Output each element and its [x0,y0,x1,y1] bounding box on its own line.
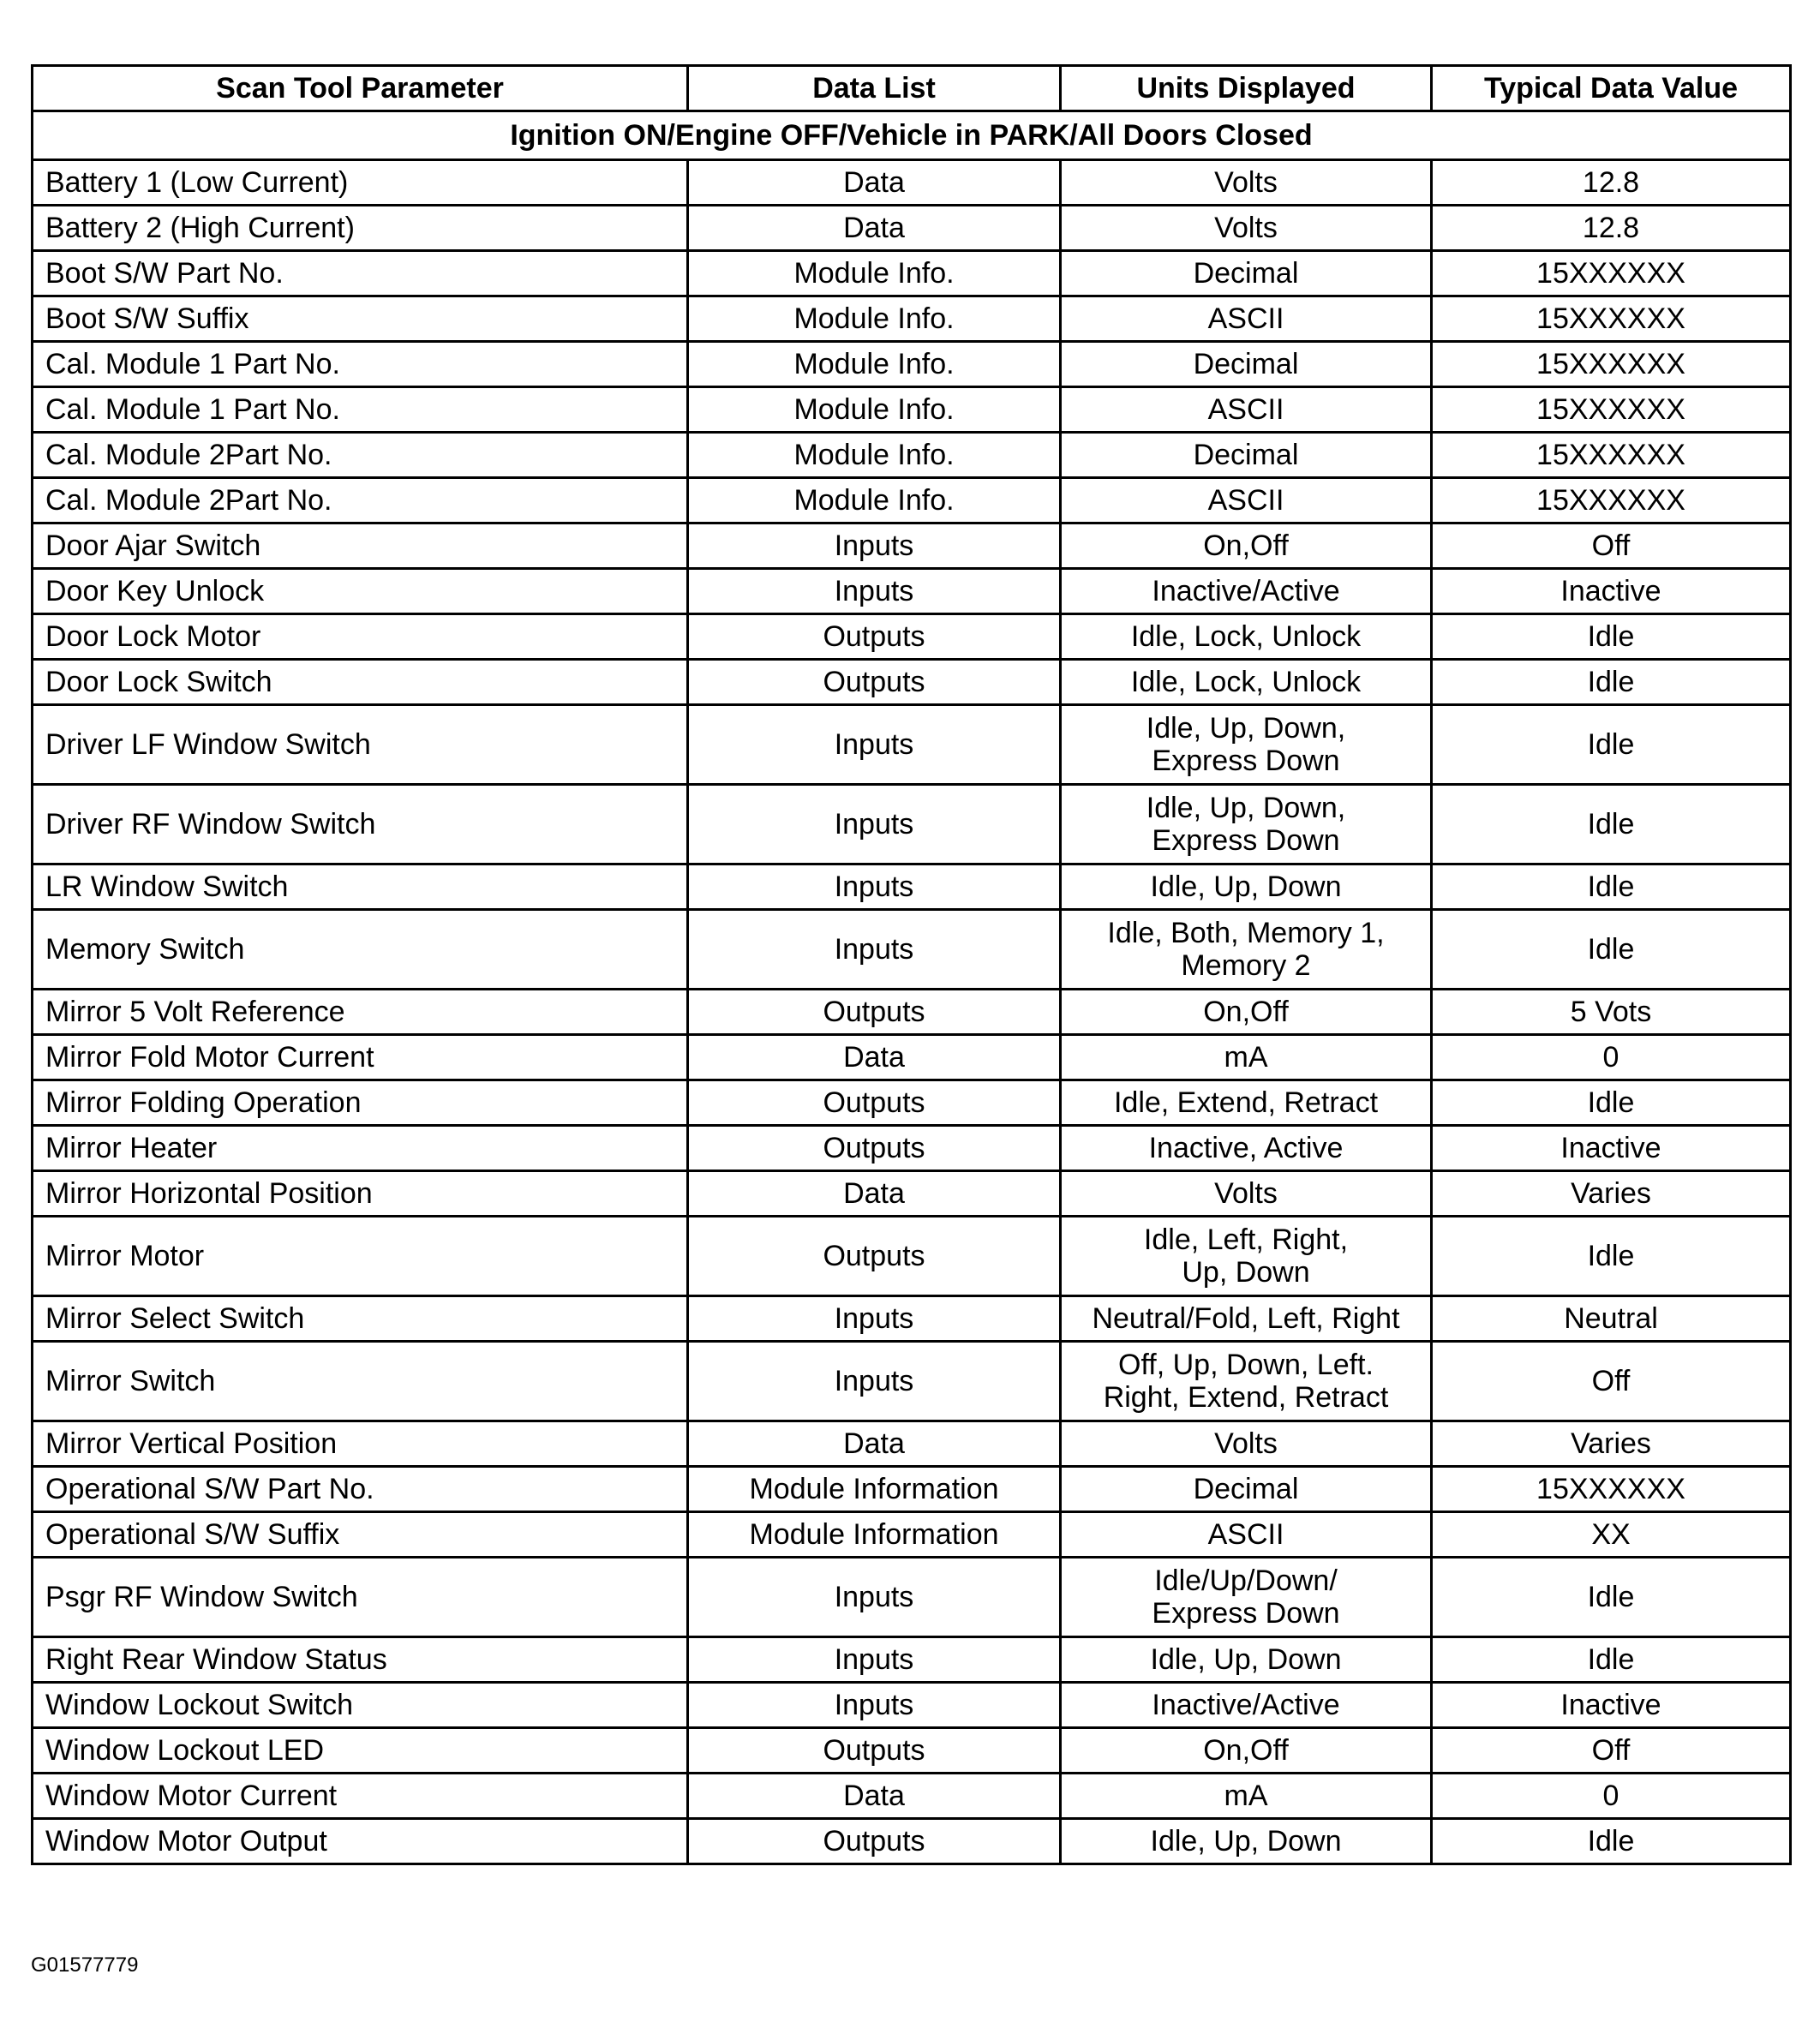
cell-parameter: Boot S/W Part No. [33,251,688,296]
cell-units: ASCII [1061,296,1432,342]
table-row [33,705,1791,785]
table-row [33,785,1791,864]
cell-data-list: Module Info. [688,478,1061,523]
figure-id: G01577779 [31,1953,139,1977]
cell-units: On,Off [1061,1728,1432,1774]
cell-typical: 15XXXXXX [1432,433,1791,478]
cell-parameter: Door Key Unlock [33,569,688,614]
cell-units: Volts [1061,206,1432,251]
cell-typical: Inactive [1432,569,1791,614]
cell-units: Volts [1061,1421,1432,1467]
cell-data-list: Module Information [688,1467,1061,1512]
cell-units: On,Off [1061,523,1432,569]
cell-data-list: Module Information [688,1512,1061,1558]
cell-typical: 5 Vots [1432,990,1791,1035]
table-row [33,206,1791,251]
cell-typical: Idle [1432,1637,1791,1683]
cell-data-list: Outputs [688,1126,1061,1171]
table-row [33,1126,1791,1171]
cell-units: ASCII [1061,478,1432,523]
table-row [33,1819,1791,1864]
cell-data-list: Data [688,1035,1061,1080]
cell-units: Idle, Extend, Retract [1061,1080,1432,1126]
cell-data-list: Inputs [688,705,1061,785]
cell-typical: Off [1432,523,1791,569]
column-header-parameter: Scan Tool Parameter [33,66,688,111]
cell-parameter: Window Lockout LED [33,1728,688,1774]
cell-data-list: Module Info. [688,342,1061,387]
table-row [33,387,1791,433]
cell-units: Idle, Up, Down [1061,1637,1432,1683]
cell-data-list: Outputs [688,614,1061,660]
cell-data-list: Data [688,160,1061,206]
cell-parameter: Psgr RF Window Switch [33,1558,688,1637]
column-header-data-list: Data List [688,66,1061,111]
cell-parameter: Mirror Select Switch [33,1296,688,1342]
cell-units: On,Off [1061,990,1432,1035]
cell-typical: XX [1432,1512,1791,1558]
cell-parameter: Mirror Horizontal Position [33,1171,688,1217]
cell-units: Decimal [1061,433,1432,478]
cell-data-list: Outputs [688,660,1061,705]
table-row [33,1080,1791,1126]
scan-tool-data-table-container [31,64,1789,1865]
cell-data-list: Data [688,1421,1061,1467]
table-row [33,660,1791,705]
cell-data-list: Outputs [688,990,1061,1035]
table-row [33,1421,1791,1467]
cell-units: Decimal [1061,251,1432,296]
table-row [33,478,1791,523]
cell-typical: 15XXXXXX [1432,251,1791,296]
cell-typical: 0 [1432,1774,1791,1819]
cell-units: Volts [1061,160,1432,206]
table-row [33,523,1791,569]
cell-parameter: Mirror Heater [33,1126,688,1171]
cell-typical: Off [1432,1342,1791,1421]
cell-units: ASCII [1061,387,1432,433]
column-header-units: Units Displayed [1061,66,1432,111]
cell-typical: Idle [1432,1819,1791,1864]
cell-parameter: Door Ajar Switch [33,523,688,569]
cell-parameter: Operational S/W Suffix [33,1512,688,1558]
cell-units: Inactive/Active [1061,1683,1432,1728]
cell-data-list: Data [688,1774,1061,1819]
cell-typical: Varies [1432,1421,1791,1467]
cell-typical: Idle [1432,614,1791,660]
cell-parameter: Driver LF Window Switch [33,705,688,785]
cell-data-list: Inputs [688,1296,1061,1342]
table-row [33,1296,1791,1342]
cell-typical: Inactive [1432,1683,1791,1728]
cell-typical: 15XXXXXX [1432,296,1791,342]
table-row [33,296,1791,342]
cell-data-list: Module Info. [688,296,1061,342]
table-row [33,569,1791,614]
header-row [33,66,1791,111]
cell-parameter: Battery 2 (High Current) [33,206,688,251]
cell-typical: 15XXXXXX [1432,1467,1791,1512]
cell-data-list: Inputs [688,569,1061,614]
cell-parameter: Door Lock Motor [33,614,688,660]
cell-parameter: Right Rear Window Status [33,1637,688,1683]
table-row [33,910,1791,990]
cell-units: Inactive/Active [1061,569,1432,614]
cell-units: Inactive, Active [1061,1126,1432,1171]
cell-typical: Idle [1432,660,1791,705]
cell-parameter: Battery 1 (Low Current) [33,160,688,206]
cell-units: Idle/Up/Down/ Express Down [1061,1558,1432,1637]
cell-units: Neutral/Fold, Left, Right [1061,1296,1432,1342]
cell-parameter: Operational S/W Part No. [33,1467,688,1512]
cell-typical: Idle [1432,1217,1791,1296]
cell-units: Idle, Lock, Unlock [1061,614,1432,660]
cell-typical: 15XXXXXX [1432,478,1791,523]
cell-data-list: Inputs [688,785,1061,864]
cell-typical: Neutral [1432,1296,1791,1342]
table-row [33,1217,1791,1296]
cell-parameter: Cal. Module 1 Part No. [33,387,688,433]
condition-label: Ignition ON/Engine OFF/Vehicle in PARK/All Doors Closed [33,111,1791,160]
cell-parameter: Mirror Motor [33,1217,688,1296]
cell-data-list: Module Info. [688,251,1061,296]
cell-data-list: Data [688,206,1061,251]
cell-parameter: Cal. Module 2Part No. [33,478,688,523]
table-row [33,342,1791,387]
cell-typical: 15XXXXXX [1432,387,1791,433]
table-row [33,1512,1791,1558]
table-row [33,1728,1791,1774]
table-row [33,433,1791,478]
table-row [33,251,1791,296]
column-header-typical: Typical Data Value [1432,66,1791,111]
cell-parameter: Memory Switch [33,910,688,990]
table-row [33,614,1791,660]
cell-parameter: LR Window Switch [33,864,688,910]
cell-units: Decimal [1061,342,1432,387]
cell-typical: Off [1432,1728,1791,1774]
cell-parameter: Window Motor Current [33,1774,688,1819]
cell-units: mA [1061,1035,1432,1080]
cell-parameter: Mirror Fold Motor Current [33,1035,688,1080]
cell-data-list: Module Info. [688,387,1061,433]
cell-data-list: Outputs [688,1819,1061,1864]
cell-parameter: Door Lock Switch [33,660,688,705]
cell-typical: 12.8 [1432,206,1791,251]
cell-units: mA [1061,1774,1432,1819]
cell-data-list: Inputs [688,1683,1061,1728]
cell-parameter: Cal. Module 2Part No. [33,433,688,478]
cell-typical: 0 [1432,1035,1791,1080]
cell-units: Decimal [1061,1467,1432,1512]
cell-parameter: Window Lockout Switch [33,1683,688,1728]
cell-typical: Idle [1432,785,1791,864]
cell-units: Idle, Up, Down [1061,864,1432,910]
cell-data-list: Outputs [688,1728,1061,1774]
table-body [33,111,1791,1864]
cell-parameter: Mirror Folding Operation [33,1080,688,1126]
cell-typical: 15XXXXXX [1432,342,1791,387]
cell-parameter: Mirror Switch [33,1342,688,1421]
cell-typical: 12.8 [1432,160,1791,206]
cell-units: Volts [1061,1171,1432,1217]
table-row [33,1774,1791,1819]
cell-data-list: Inputs [688,864,1061,910]
scan-tool-data-table [31,64,1792,1865]
table-row [33,160,1791,206]
cell-units: Idle, Lock, Unlock [1061,660,1432,705]
cell-parameter: Boot S/W Suffix [33,296,688,342]
cell-parameter: Driver RF Window Switch [33,785,688,864]
cell-data-list: Inputs [688,910,1061,990]
cell-data-list: Outputs [688,1217,1061,1296]
table-row [33,1171,1791,1217]
cell-typical: Idle [1432,1558,1791,1637]
table-row [33,1342,1791,1421]
cell-parameter: Mirror 5 Volt Reference [33,990,688,1035]
cell-units: Off, Up, Down, Left. Right, Extend, Retract [1061,1342,1432,1421]
cell-typical: Idle [1432,705,1791,785]
cell-data-list: Inputs [688,1558,1061,1637]
table-row [33,1637,1791,1683]
cell-parameter: Mirror Vertical Position [33,1421,688,1467]
table-row [33,864,1791,910]
table-row [33,1035,1791,1080]
cell-units: Idle, Both, Memory 1, Memory 2 [1061,910,1432,990]
table-row [33,1683,1791,1728]
cell-units: Idle, Up, Down, Express Down [1061,705,1432,785]
cell-typical: Varies [1432,1171,1791,1217]
table-row [33,990,1791,1035]
cell-data-list: Data [688,1171,1061,1217]
cell-parameter: Window Motor Output [33,1819,688,1864]
table-row [33,1467,1791,1512]
condition-row [33,111,1791,160]
cell-data-list: Outputs [688,1080,1061,1126]
table-row [33,1558,1791,1637]
cell-data-list: Inputs [688,1342,1061,1421]
cell-units: Idle, Up, Down, Express Down [1061,785,1432,864]
cell-units: Idle, Left, Right, Up, Down [1061,1217,1432,1296]
cell-data-list: Inputs [688,1637,1061,1683]
cell-parameter: Cal. Module 1 Part No. [33,342,688,387]
cell-typical: Inactive [1432,1126,1791,1171]
cell-data-list: Inputs [688,523,1061,569]
cell-units: ASCII [1061,1512,1432,1558]
cell-data-list: Module Info. [688,433,1061,478]
cell-units: Idle, Up, Down [1061,1819,1432,1864]
cell-typical: Idle [1432,910,1791,990]
cell-typical: Idle [1432,1080,1791,1126]
cell-typical: Idle [1432,864,1791,910]
